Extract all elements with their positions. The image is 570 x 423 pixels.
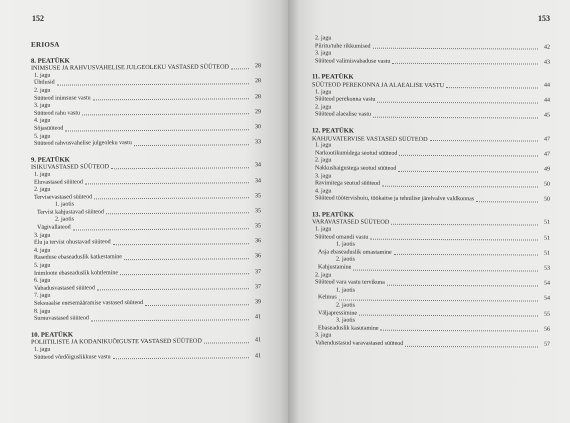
page-ref: 37 <box>255 284 261 291</box>
jagu-label: 1. jagu <box>315 142 332 149</box>
page-ref: 44 <box>544 82 550 89</box>
toc-entry-text: Sõjasüüteod <box>34 125 64 132</box>
page-ref: 51 <box>544 220 550 227</box>
page-ref: 42 <box>544 44 550 51</box>
chapter-title-row-text: ISIKUVASTASED SÜÜTEOD <box>31 163 109 172</box>
toc-entry-text: Süüteod alaealise vastu <box>315 111 371 119</box>
dot-leader <box>382 184 538 187</box>
dot-leader <box>387 284 538 287</box>
dot-leader <box>430 139 538 142</box>
toc-entry[interactable] <box>312 112 550 121</box>
toc-entry-text: Süüteod rahvusvahelise julgeoleku vastu <box>34 140 132 147</box>
toc-entry-text: Süüteod inimsuse vastu <box>34 94 91 102</box>
toc-entry-text: Süüteod töötervishoiu, töökaitse ja tehnilise järelvalve valdkonnas <box>315 195 475 203</box>
chapter-title-row-text: INIMSUSE JA RAHVUSVAHELISE JULGEOLEKU VASTASED SÜÜTEOD <box>31 63 230 72</box>
dot-leader <box>231 67 249 69</box>
jaotis-label: 3. jaotis <box>336 317 355 324</box>
chapter-number: 8. PEATÜKK <box>31 57 70 65</box>
dot-leader <box>97 288 249 291</box>
dot-leader <box>398 169 538 172</box>
dot-leader <box>359 314 538 317</box>
page-ref: 36 <box>255 253 261 260</box>
dot-leader <box>120 272 249 275</box>
page-ref: 28 <box>255 93 261 100</box>
chapter-number: 11. PEATÜKK <box>312 73 354 81</box>
jagu-label: 3. jagu <box>315 50 332 57</box>
chapter-title-row-text: VARAVASTASED SÜÜTEOD <box>312 218 390 227</box>
jagu-label: 7. jagu <box>34 293 51 300</box>
jagu-label: 1. jagu <box>315 88 332 96</box>
jaotis-label: 1. jaotis <box>336 287 355 294</box>
jagu-label: 3. jagu <box>34 102 51 109</box>
page-ref: 51 <box>544 235 550 242</box>
page-number: 152 <box>32 14 44 23</box>
dot-leader <box>93 97 249 100</box>
jagu-label: 5. jagu <box>34 262 51 269</box>
page-ref: 54 <box>544 280 550 287</box>
dot-leader <box>65 128 249 131</box>
dot-leader <box>380 329 538 332</box>
dot-leader <box>392 62 538 65</box>
dot-leader <box>91 318 249 321</box>
toc-entry-text: Ravimitega seotud süüteod <box>315 180 380 187</box>
jagu-label: 4. jagu <box>34 118 51 125</box>
dot-leader <box>405 344 538 347</box>
jagu-label: 2. jagu <box>34 87 51 94</box>
dot-leader <box>377 100 538 103</box>
page-ref: 36 <box>255 238 261 245</box>
toc-entry-text: Ebaseaduslik kasutamine <box>318 325 379 332</box>
jagu-label: 1. jagu <box>34 171 51 178</box>
dot-leader <box>339 299 538 302</box>
dot-leader <box>85 181 249 184</box>
page-ref: 49 <box>544 166 550 173</box>
jagu-label: 2. jagu <box>34 186 51 193</box>
toc-entry-text: Tervisevastased süüteod <box>34 194 93 201</box>
toc-entry[interactable] <box>312 196 550 205</box>
jagu-label: 4. jagu <box>34 247 51 254</box>
toc-entry-text: Piiritu/tuhe rikkumised <box>315 42 371 50</box>
page-ref: 47 <box>544 151 550 158</box>
chapter-title-row-text: SÜÜTEOD PEREKONNA JA ALAEALISE VASTU <box>312 81 445 90</box>
dot-leader <box>113 356 249 359</box>
jaotis-label: 2. jaotis <box>336 256 355 264</box>
dot-leader <box>113 242 249 245</box>
toc-entry-text: Süüteod võrdõiguslikkuse vastu <box>34 353 111 361</box>
dot-leader <box>94 197 249 200</box>
toc-entry-text: Seksuaalse enesemääramise vastased süüteod <box>34 300 144 307</box>
page-ref: 33 <box>255 139 261 146</box>
page-ref: 41 <box>255 314 261 321</box>
page-ref: 54 <box>544 295 550 303</box>
page-ref: 45 <box>544 112 550 119</box>
chapter-title-row[interactable] <box>312 81 550 90</box>
toc-entry-text: Inimloote ebaseaduslik kohtlemine <box>34 269 118 277</box>
toc-entry[interactable] <box>31 353 261 362</box>
jagu-label: 2. jagu <box>315 157 332 164</box>
dot-leader <box>145 303 249 306</box>
toc-entry-text: Elu ja tervist ohustavad süüteod <box>34 239 111 247</box>
toc-entry-text: Eluvastased süüteod <box>34 178 83 186</box>
toc-entry-text: Vahendustasud varavastased süüteod <box>315 340 404 347</box>
page-ref: 47 <box>544 136 550 143</box>
dot-leader <box>57 82 249 85</box>
toc-entry-text: Raseduse ebaseaduslik katkestamine <box>34 254 122 262</box>
page-ref: 34 <box>255 177 261 184</box>
toc-entry-text: Väljapressimine <box>318 310 357 317</box>
dot-leader <box>399 154 538 157</box>
jagu-label: 1. jagu <box>34 72 51 79</box>
jaotis-label: 1. jaotis <box>336 241 355 248</box>
page-ref: 35 <box>255 223 261 230</box>
dot-leader <box>106 212 249 215</box>
page-ref: 55 <box>544 311 550 318</box>
dot-leader <box>134 143 249 146</box>
jagu-label: 2. jagu <box>315 35 332 42</box>
toc-entry-text: Narkootikumidega seotud süüteod <box>315 150 398 157</box>
page-ref: 53 <box>544 265 550 272</box>
page-ref: 28 <box>255 63 261 70</box>
dot-leader <box>370 238 538 241</box>
dot-leader <box>446 86 538 88</box>
dot-leader <box>204 341 249 343</box>
jagu-label: 8. jagu <box>34 308 51 315</box>
toc-entry-text: Tervist kahjustavad süüteod <box>37 209 104 216</box>
page-ref: 39 <box>255 299 261 306</box>
chapter-title-row-text: KAHJUVATERVISE VASTASED SÜÜTEOD <box>312 134 428 143</box>
toc-entry-text: Vägivallateod <box>37 224 71 231</box>
page-ref: 51 <box>544 250 550 257</box>
page-ref: 50 <box>544 196 550 203</box>
page-ref: 29 <box>255 108 261 115</box>
toc-entry[interactable] <box>31 314 261 323</box>
dot-leader <box>476 200 538 202</box>
toc-right <box>312 35 550 349</box>
jagu-label: 3. jagu <box>315 172 332 179</box>
jaotis-label: 2. jaotis <box>55 216 74 224</box>
page-number: 153 <box>538 14 550 23</box>
jagu-label: 3. jagu <box>34 232 51 239</box>
toc-entry-text: Nakkushaigustega seotud süüteod <box>315 165 397 172</box>
dot-leader <box>353 268 538 271</box>
jaotis-label: 1. jaotis <box>55 201 74 208</box>
page-ref: 30 <box>255 124 261 131</box>
toc-entry[interactable] <box>31 139 261 148</box>
dot-leader <box>373 116 538 119</box>
toc-entry-text: Süüteod rahu vastu <box>34 110 80 117</box>
page-ref: 41 <box>255 352 261 359</box>
jagu-label: 2. jagu <box>315 272 332 279</box>
jagu-label: 5. jagu <box>34 133 51 140</box>
chapter-number: 10. PEATÜKK <box>31 331 74 339</box>
page-ref: 35 <box>255 192 261 199</box>
dot-leader <box>111 166 249 169</box>
toc-left <box>31 35 261 362</box>
part-heading: ERIOSA <box>31 40 60 49</box>
page-ref: 28 <box>255 78 261 85</box>
toc-entry-text: Süüteod perekonna vastu <box>315 96 376 103</box>
toc-entry-text: Kahjustamine <box>318 264 352 271</box>
page-ref: 34 <box>255 162 261 169</box>
jagu-label: 4. jagu <box>315 188 332 195</box>
jagu-label: 1. jagu <box>315 226 332 233</box>
dot-leader <box>373 47 539 50</box>
toc-entry-text: Asja ebaseaduslik omastamine <box>318 249 392 256</box>
toc-entry-text: Süüteod omandi vastu <box>315 234 369 241</box>
dot-leader <box>73 227 249 230</box>
toc-entry-text: Süüteod vara vastu tervikuna <box>315 279 385 286</box>
jagu-label: 3. jagu <box>315 332 332 339</box>
chapter-number: 9. PEATÜKK <box>31 156 70 164</box>
toc-entry-text: Süüteod valimisvabaduse vastu <box>315 58 391 65</box>
right-page <box>288 0 570 423</box>
jagu-label: 1. jagu <box>34 346 51 353</box>
jagu-label: 2. jagu <box>315 104 332 111</box>
toc-entry[interactable] <box>312 340 550 349</box>
dot-leader <box>82 113 249 116</box>
toc-entry-text: Vabadusvastased süüteod <box>34 285 95 292</box>
page-ref: 41 <box>255 337 261 344</box>
toc-entry-text: Surnuvastased süüteod <box>34 315 89 322</box>
page-ref: 50 <box>544 181 550 188</box>
chapter-title-row-text: POLIITILISTE JA KODANIKUÕIGUSTE VASTASED SÜÜTEOD <box>31 337 202 347</box>
chapter-number: 13. PEATÜKK <box>312 211 355 219</box>
page-ref: 35 <box>255 208 261 215</box>
dot-leader <box>391 223 538 226</box>
dot-leader <box>124 257 249 260</box>
chapter-number: 12. PEATÜKK <box>312 127 355 135</box>
toc-entry-text: Kelmus <box>318 294 337 301</box>
page-ref: 57 <box>544 341 550 348</box>
page-ref: 43 <box>544 59 550 66</box>
page-ref: 44 <box>544 97 550 104</box>
dot-leader <box>394 253 538 256</box>
page-ref: 56 <box>544 326 550 333</box>
toc-entry-text: Ühtlusid <box>34 80 55 87</box>
page-ref: 37 <box>255 268 261 275</box>
jaotis-label: 2. jaotis <box>336 302 355 309</box>
chapter-title-row[interactable] <box>31 63 261 72</box>
toc-entry[interactable] <box>312 58 550 67</box>
jagu-label: 6. jagu <box>34 277 51 285</box>
